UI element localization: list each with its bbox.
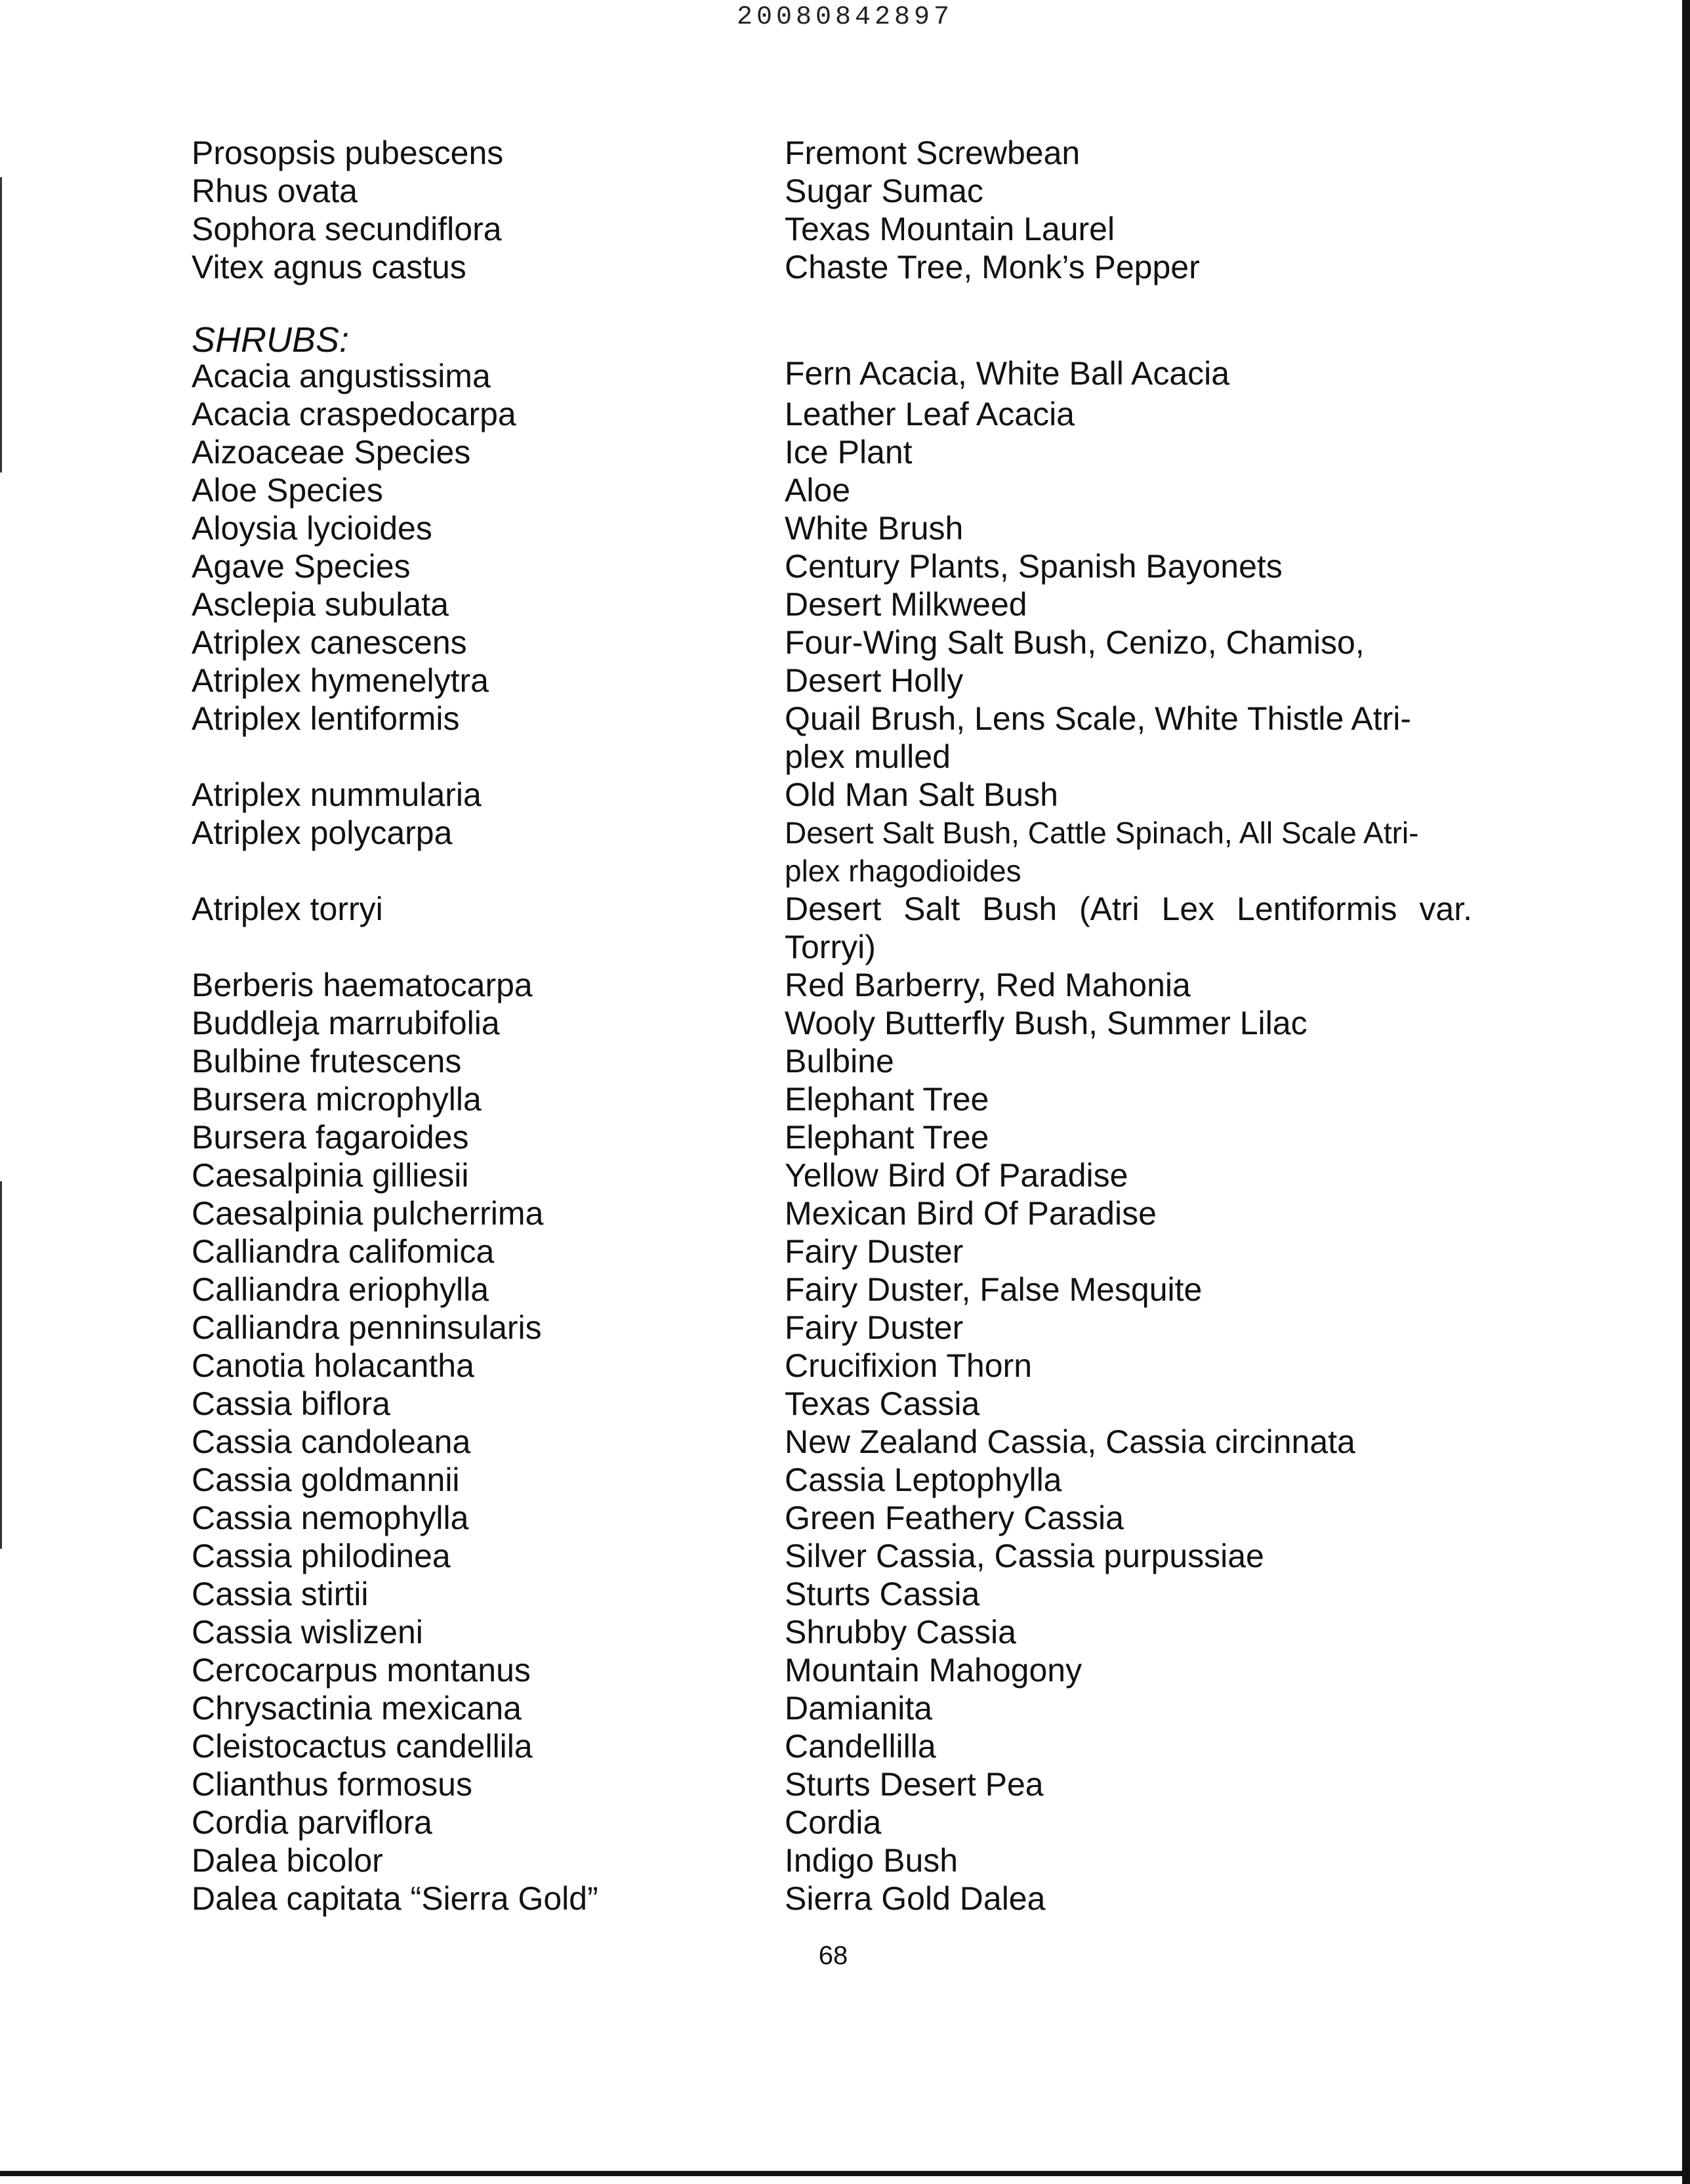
list-item [192, 1118, 1497, 1156]
list-item [192, 210, 1497, 248]
common-name: Bulbine [785, 1043, 894, 1080]
common-name [785, 890, 1472, 966]
list-item [192, 248, 1497, 286]
common-name: Ice Plant [785, 434, 913, 471]
scientific-name: Cordia parviflora [192, 1804, 432, 1841]
list-item [192, 433, 1497, 471]
common-name: Desert Holly [785, 662, 964, 699]
list-item [192, 1880, 1497, 1918]
scientific-name: Cassia candoleana [192, 1423, 471, 1460]
common-name: Sturts Cassia [785, 1576, 980, 1612]
common-name: Texas Mountain Laurel [785, 211, 1115, 247]
scientific-name: Calliandra califomica [192, 1233, 495, 1270]
scientific-name: Dalea capitata “Sierra Gold” [192, 1880, 598, 1917]
list-item [192, 662, 1497, 700]
list-item [192, 1765, 1497, 1803]
list-item [192, 1803, 1497, 1841]
scientific-name: Atriplex polycarpa [192, 814, 453, 851]
document-number: 20080842897 [736, 3, 954, 32]
common-name: Leather Leaf Acacia [785, 396, 1075, 432]
section-heading-shrubs: SHRUBS: [192, 320, 350, 360]
common-name: Cordia [785, 1804, 882, 1841]
common-name: Century Plants, Spanish Bayonets [785, 548, 1283, 585]
scientific-name: Bursera fagaroides [192, 1119, 469, 1156]
common-name: Fairy Duster, False Mesquite [785, 1271, 1203, 1308]
list-item [192, 890, 1497, 966]
common-name: Mountain Mahogony [785, 1652, 1082, 1689]
common-name: Wooly Butterfly Bush, Summer Lilac [785, 1005, 1308, 1041]
scientific-name: Cassia nemophylla [192, 1500, 469, 1536]
scientific-name: Atriplex hymenelytra [192, 662, 489, 699]
common-name-continuation: plex mulled [785, 738, 951, 775]
scientific-name: Caesalpinia gilliesii [192, 1157, 469, 1194]
scan-right-border [1682, 0, 1690, 2184]
list-item [192, 1575, 1497, 1613]
scientific-name: Canotia holacantha [192, 1347, 474, 1384]
list-item [192, 1194, 1497, 1232]
list-item [192, 1841, 1497, 1880]
list-item [192, 1347, 1497, 1385]
common-name: Elephant Tree [785, 1081, 989, 1118]
common-name: Elephant Tree [785, 1119, 989, 1156]
common-name: New Zealand Cassia, Cassia circinnata [785, 1423, 1355, 1460]
scientific-name: Acacia angustissima [192, 358, 491, 394]
scientific-name: Buddleja marrubifolia [192, 1005, 500, 1041]
common-name: Fremont Screwbean [785, 135, 1081, 171]
scientific-name: Atriplex nummularia [192, 776, 482, 813]
scientific-name: Acacia craspedocarpa [192, 396, 516, 432]
list-item [192, 1423, 1497, 1461]
scientific-name: Bursera microphylla [192, 1081, 482, 1118]
scientific-name: Calliandra eriophylla [192, 1271, 489, 1308]
scientific-name: Dalea bicolor [192, 1842, 383, 1879]
common-name-line: Desert Salt Bush, Cattle Spinach, All Scale Atri- [785, 816, 1419, 850]
scientific-name: Cassia wislizeni [192, 1614, 423, 1650]
common-name: Four-Wing Salt Bush, Cenizo, Chamiso, [785, 624, 1365, 661]
list-item [192, 1651, 1497, 1689]
common-name: Sugar Sumac [785, 173, 983, 209]
scan-left-edge-mark [0, 177, 2, 472]
list-item [192, 134, 1497, 172]
list-item [192, 966, 1497, 1004]
scientific-name: Asclepia subulata [192, 586, 449, 623]
scientific-name: Caesalpinia pulcherrima [192, 1195, 544, 1232]
list-item [192, 357, 1497, 395]
scientific-name: Aizoaceae Species [192, 434, 471, 471]
scientific-name: Bulbine frutescens [192, 1043, 462, 1080]
scientific-name: Cassia biflora [192, 1385, 390, 1422]
scan-bottom-border [0, 2171, 1690, 2176]
list-item [192, 700, 1497, 776]
scientific-name: Agave Species [192, 548, 411, 585]
scientific-name: Cercocarpus montanus [192, 1652, 531, 1689]
list-item [192, 1689, 1497, 1727]
common-name: Candellilla [785, 1728, 936, 1765]
scientific-name: Berberis haematocarpa [192, 967, 533, 1003]
list-item [192, 1461, 1497, 1499]
common-name: Crucifixion Thorn [785, 1347, 1033, 1384]
list-item [192, 471, 1497, 509]
list-item [192, 1309, 1497, 1347]
list-item [192, 1270, 1497, 1309]
common-name-line: Quail Brush, Lens Scale, White Thistle Atri- [785, 700, 1412, 737]
scientific-name: Atriplex lentiformis [192, 700, 460, 737]
common-name: Aloe [785, 472, 851, 509]
list-item [192, 1727, 1497, 1765]
common-name: Cassia Leptophylla [785, 1461, 1062, 1498]
scientific-name: Aloysia lycioides [192, 510, 432, 547]
scientific-name: Clianthus formosus [192, 1766, 472, 1803]
page-number: 68 [818, 1941, 848, 1970]
common-name [785, 700, 1472, 776]
list-item [192, 585, 1497, 623]
common-name: Sturts Desert Pea [785, 1766, 1044, 1803]
scientific-name: Chrysactinia mexicana [192, 1690, 522, 1727]
scientific-name: Prosopsis pubescens [192, 135, 504, 171]
scientific-name: Vitex agnus castus [192, 249, 466, 285]
common-name: Indigo Bush [785, 1842, 958, 1879]
common-name: Fern Acacia, White Ball Acacia [785, 355, 1230, 392]
scientific-name: Calliandra penninsularis [192, 1309, 542, 1346]
list-item [192, 509, 1497, 547]
common-name-continuation: Torryi) [785, 929, 876, 965]
common-name: Shrubby Cassia [785, 1614, 1016, 1650]
plant-list [192, 134, 1497, 1918]
list-item [192, 547, 1497, 585]
common-name: Texas Cassia [785, 1385, 980, 1422]
common-name: Chaste Tree, Monk’s Pepper [785, 249, 1200, 285]
list-item [192, 1004, 1497, 1042]
scientific-name: Atriplex torryi [192, 891, 383, 927]
scientific-name: Cassia philodinea [192, 1538, 451, 1574]
common-name: Sierra Gold Dalea [785, 1880, 1046, 1917]
scientific-name: Rhus ovata [192, 173, 358, 209]
list-item [192, 1232, 1497, 1270]
common-name: Green Feathery Cassia [785, 1500, 1124, 1536]
common-name: Fairy Duster [785, 1233, 964, 1270]
list-item [192, 1385, 1497, 1423]
common-name: Damianita [785, 1690, 933, 1727]
common-name: Silver Cassia, Cassia purpussiae [785, 1538, 1264, 1574]
list-item [192, 1156, 1497, 1194]
list-item [192, 1080, 1497, 1118]
scientific-name: Sophora secundiflora [192, 211, 502, 247]
list-item [192, 172, 1497, 210]
common-name: Old Man Salt Bush [785, 776, 1058, 813]
common-name-continuation: plex rhagodioides [785, 854, 1021, 888]
common-name: Yellow Bird Of Paradise [785, 1157, 1128, 1194]
common-name [785, 814, 1472, 890]
list-item [192, 776, 1497, 814]
list-item [192, 395, 1497, 433]
list-item [192, 623, 1497, 662]
scientific-name: Cassia stirtii [192, 1576, 369, 1612]
common-name-line: Desert Salt Bush (Atri Lex Lentiformis var. [785, 891, 1472, 927]
scientific-name: Cassia goldmannii [192, 1461, 460, 1498]
scientific-name: Atriplex canescens [192, 624, 467, 661]
common-name: Fairy Duster [785, 1309, 964, 1346]
common-name: Red Barberry, Red Mahonia [785, 967, 1191, 1003]
common-name: Mexican Bird Of Paradise [785, 1195, 1157, 1232]
common-name: White Brush [785, 510, 964, 547]
list-item [192, 1613, 1497, 1651]
list-item [192, 814, 1497, 890]
list-item [192, 1042, 1497, 1080]
scientific-name: Cleistocactus candellila [192, 1728, 533, 1765]
list-item [192, 1499, 1497, 1537]
scientific-name: Aloe Species [192, 472, 383, 509]
scan-left-edge-mark [0, 1181, 2, 1549]
common-name: Desert Milkweed [785, 586, 1027, 623]
list-item [192, 1537, 1497, 1575]
